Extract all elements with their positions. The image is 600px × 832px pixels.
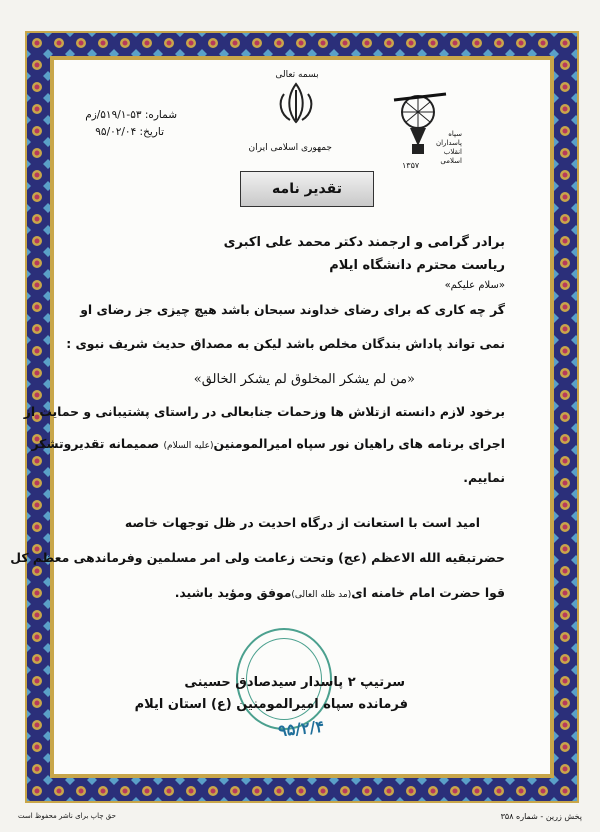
letter-date: تاریخ: ۹۵/۰۲/۰۴ — [95, 126, 164, 138]
footer-rights: حق چاپ برای ناشر محفوظ است — [18, 812, 116, 820]
handwritten-date: ۹۵/۲/۴ — [277, 716, 325, 741]
footer-publisher: پخش زرین - شماره ۳۵۸ — [500, 812, 582, 821]
paragraph-2-line-2 — [31, 436, 505, 451]
paragraph-3-part-b: (مد ظله العالی) — [291, 590, 352, 600]
corps-year: ۱۳۵۷ — [402, 161, 420, 170]
page-title: تقدیر نامه — [272, 181, 342, 197]
hadith: «من لم یشکر المخلوق لم یشکر الخالق» — [193, 372, 415, 387]
letter-number: شماره: ۵۳-۵۱۹/۱/زم — [85, 109, 177, 121]
country-name: جمهوری اسلامی ایران — [248, 143, 332, 153]
paragraph-1-line-2: نمی تواند پاداش بندگان مخلص باشد لیکن به مصداق حدیث شریف نبوی : — [66, 336, 505, 351]
recipient-title: ریاست محترم دانشگاه ایلام — [329, 258, 505, 273]
title-box — [240, 171, 374, 207]
corps-text: سپاه پاسداران انقلاب اسلامی — [435, 130, 462, 165]
paragraph-3-line-3 — [175, 585, 505, 600]
paragraph-2-line-1: برخود لازم دانسته ازتلاش ها وزحمات جنابعالی در راستای پشتیبانی و حمایت از — [23, 404, 505, 419]
paragraph-2-line-3: نماییم. — [463, 470, 505, 485]
paragraph-2-part-a: اجرای برنامه های راهیان نور سپاه امیرالمومنین — [213, 436, 505, 451]
paragraph-3-line-1: امید است با استعانت از درگاه احدیت در ظل توجهات خاصه — [124, 515, 480, 530]
recipient-name: برادر گرامی و ارجمند دکتر محمد علی اکبری — [223, 235, 505, 250]
paragraph-2-part-c: صمیمانه تقدیروتشکر — [31, 436, 160, 451]
paragraph-1-line-1: گر چه کاری که برای رضای خداوند سبحان باشد هیچ چیزی جز رضای او — [80, 302, 505, 317]
paragraph-3-part-a: قوا حضرت امام خامنه ای — [351, 585, 505, 600]
greeting: «سلام علیکم» — [444, 280, 505, 291]
bismillah: بسمه تعالی — [275, 70, 319, 80]
signer-name: سرتیپ ۲ پاسدار سیدصادق حسینی — [184, 675, 405, 690]
paragraph-3-line-2: حضرتبقیه الله الاعظم (عج) وتحت زعامت ولی امر مسلمین وفرماندهی معظم کل — [10, 550, 505, 565]
signer-position: فرمانده سپاه امیرالمومنین (ع) استان ایلام — [134, 697, 408, 712]
paragraph-3-part-c: موفق ومؤید باشید. — [174, 585, 292, 600]
iran-emblem-icon — [274, 80, 318, 128]
paragraph-2-part-b: (علیه السلام) — [163, 441, 214, 451]
